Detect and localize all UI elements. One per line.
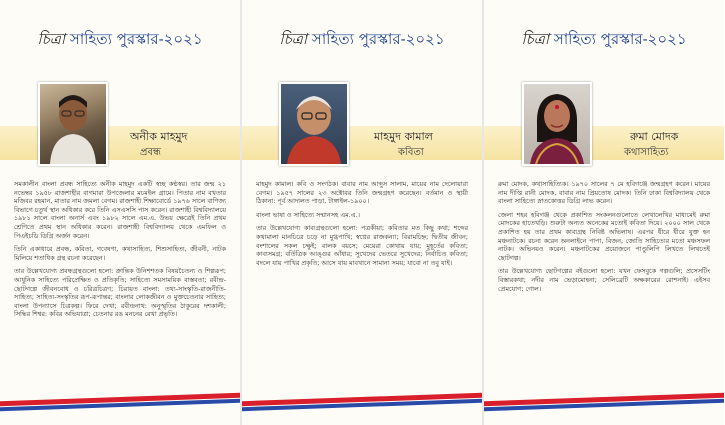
author-name: মাহমুদ কামাল xyxy=(374,130,433,143)
award-header xyxy=(242,28,482,53)
author-name: রুমা মোদক xyxy=(630,130,679,143)
name-band xyxy=(0,126,240,160)
bio-paragraph: জেলা শহর হবিগঞ্জ থেকে প্রকাশিত সংকলনগুলোতে লেখালেখির মাধ্যমেই রুমা মোদকের হাতেখড়ি। শুরুটা অন্যত অনেকের মতোই কবিতা দিয়ে। ২০০০ সাল থেকে প্রকাশিত হয় তার প্রথম কাব্যগ্রন্থ নিবিষ্ট অভিলাষ। এরপর ধীরে ধীরে যুক্ত হন মঞ্চনাটকে। রচনা করেন অনলাইনে পাপা, বিজন, জোতি সাহিত্যের মতো মঞ্চসফল নাটক। অভিনয়ও করেন। মঞ্চনাটকের প্রয়োজনে পাণ্ডুলিপি লিখতে লিখতেই ছোটগল্প। xyxy=(498,210,710,262)
bio-paragraph: তার উল্লেখযোগ্য প্রবন্ধগ্রন্থগুলো হলো: ক্রান্তিক উনিশশতক বিষয়চৈতন্য ও শিল্পরূপ; আধুনিক সাহিত্যে পরিপ্রেক্ষিত ও প্রতিকৃতি; সাহিত্যে সমসাময়িক বাস্তবতা; রবীন্দ্র-ছোটগল্পে জীবনবোধ ও চরিত্রচিত্রণ; চিরায়ত বাংলা: তথ্য-সাংস্কৃতি-রাজনীতি-সাহিত্য; সাহিত্য-সংস্কৃতির রূপ-রূপান্তর; বাংলার লোকজীবন ও মুক্তচেতনার সাহিত্য; বাংলা উপন্যাসে চিত্রকল্প। ফিরে দেখা; রবীন্দ্রনাথ: অনুস্মৃতির ঠাকুরের দশকালী; সিদ্ধির শিশ্বর: কবির অভিযাত্রা; চেতনার রঙ মননের রেখা প্রভৃতি। xyxy=(14,267,226,319)
award-category: কথাসাহিত্য xyxy=(624,147,669,158)
brand-logo: চিত্রা xyxy=(37,30,66,48)
award-title: সাহিত্য পুরস্কার-২০২১ xyxy=(69,30,203,48)
award-card-2 xyxy=(242,0,482,425)
bio-paragraph: তিনি একাধারে প্রবন্ধ, কবিতা, গবেষণা, কথাসাহিত্য, শিশুসাহিত্য, জীবনী, নাটক মিলিয়ে শতাধিক গ্রন্থ রচনা করেছেন। xyxy=(14,245,226,262)
bio-paragraph: মাহমুদ কামাল। কবি ও সংগঠক। বাবার নাম আব্দুস সালাম, মায়ের নাম দেলোয়ারা বেগম। ১৯৫৭ সালের ২৩ অক্টোবর তিনি জন্মগ্রহণ করেছেন। বর্তমান ও স্থায়ী ঠিকানা: পূর্ব আদালত পাড়া, টাঙ্গাইল-১৯০০। xyxy=(256,180,468,206)
author-bio xyxy=(256,180,468,272)
name-band xyxy=(242,126,482,160)
bio-paragraph: তার উল্লেখযোগ্য কাব্যগ্রন্থগুলো হলো: পত্রকীয়া; কবিতার মত কিছু কথা; শব্দের কথামালা মানচিত্রে চড়ে না মুগ্ধপাখি; স্বপ্নের রাজকন্যা; বিরামচিহ্ন; দ্বিতীয় জীবন; বংশালের সকল চক্ষুই; বালক বয়সে; মেয়েরা কোথায় যায়; মুহূর্তের কবিতা; কাব্যসমগ্র; বর্তিত্রিক আঙ্গুর আঁধার; সুখেদের ভেতরে সুখেদের; নির্বাচিত কবিতা; বদলে যায় পাখির প্রকৃতি; আসে যায় মাবখানে সামান্য সময়; যাবো না তবু যাই। xyxy=(256,224,468,267)
author-bio xyxy=(498,180,710,298)
author-name: অনীক মাহমুদ xyxy=(130,130,188,143)
award-category: প্রবন্ধ xyxy=(140,147,161,158)
award-header xyxy=(0,28,240,53)
author-photo xyxy=(522,82,592,166)
brand-logo: চিত্রা xyxy=(279,30,308,48)
award-card-3 xyxy=(484,0,724,425)
brand-logo: চিত্রা xyxy=(521,30,550,48)
bio-paragraph: সমকালীন বাংলা প্রবন্ধ সাহিত্যে অনীক মাহমুদ একটি স্বচ্ছ কণ্ঠস্বর। তার জন্ম ২১ নভেম্বর ১৯৫৮ রাজশাহীর বাগমারা উপজেলার মচমইল গ্রামে। পিতার নাম বখতার মজিবর রহমান, মাতার নাম জমলা বেগম। রাজশাহী শিক্ষাবোর্ডে ১৯৭৬ সালে বাণিজ্য বিভাগে চতুর্থ স্থান অধিকার করে তিনি এসএসসি পাস করেন। রাজশাহী বিশ্ববিদ্যালয়ে ১৯৮১ সালে বাংলা অনার্স এবং ১৯৮২ সালে এম.এ. উভয় ক্ষেত্রেই তিনি প্রথম শ্রেণিতে প্রথম স্থান অধিকার করেন। রাজশাহী বিশ্ববিদ্যালয় থেকে এমফিল ও পিএইচডি ডিগ্রি অর্জন করেন। xyxy=(14,180,226,240)
award-header xyxy=(484,28,724,53)
bio-paragraph: বাংলা ভাষা ও সাহিত্যে সম্মানসহ এম.এ.। xyxy=(256,210,360,219)
award-card-1 xyxy=(0,0,240,425)
award-category: কবিতা xyxy=(398,147,424,158)
award-title: সাহিত্য পুরস্কার-২০২১ xyxy=(553,30,687,48)
bio-paragraph: তার উল্লেখযোগ্য ছোটগল্পের বইগুলো হলো: যখন ফেসবুকে গল্পগুলি; প্রসেসটিং বিস্তারকথা; নদীর নাম ভেড়ামোহনা; সেলিব্রেটি অক্ষকারের রোশনাই। এইসব প্রেমযোগ; গোল। xyxy=(498,267,710,293)
bio-paragraph: রুমা মোদক, কথাসাহিত্যিক। ১৯৭০ সালের ৭ মে হবিগঞ্জে জন্মগ্রহণ করেন। মায়ের নাম দীপ্তি রানী মোদক, বাবার নাম প্রিয়তোষ মোদক। তিনি ঢাকা বিশ্ববিদ্যালয় থেকে বাংলা সাহিত্যে স্নাতকোত্তর ডিগ্রি লাভ করেন। xyxy=(498,180,710,206)
award-title: সাহিত্য পুরস্কার-২০২১ xyxy=(311,30,445,48)
author-bio xyxy=(14,180,226,324)
author-photo xyxy=(38,82,108,166)
author-photo xyxy=(279,82,349,166)
name-band xyxy=(484,126,724,160)
